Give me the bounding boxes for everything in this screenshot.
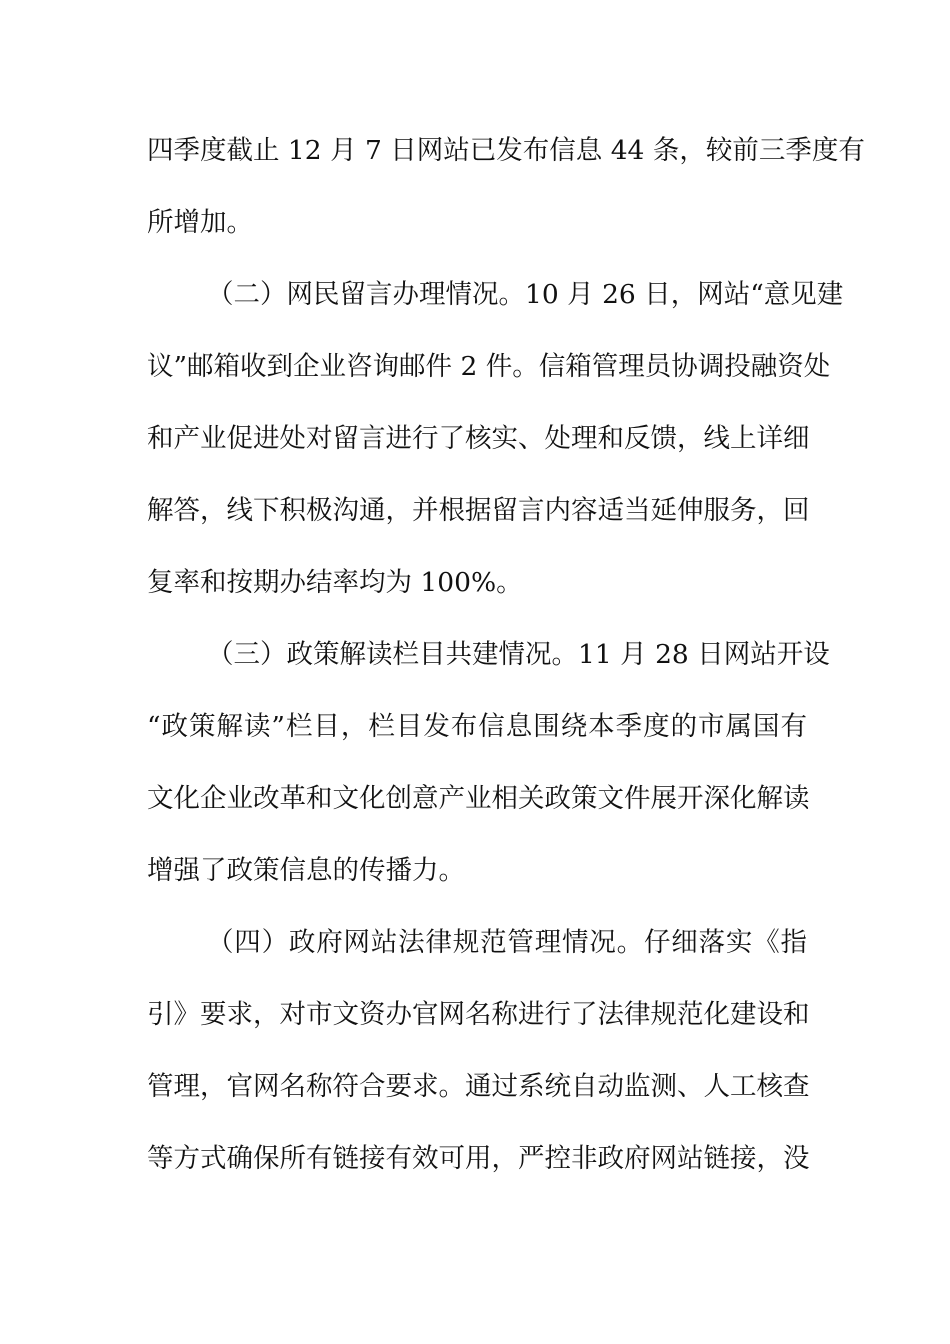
section-heading-line: （四）政府网站法律规范管理情况。仔细落实《指	[207, 927, 807, 958]
text-line: 管理，官网名称符合要求。通过系统自动监测、人工核查	[147, 1071, 810, 1102]
text-line: 四季度截止 12 月 7 日网站已发布信息 44 条，较前三季度有	[147, 135, 865, 166]
text-line: 解答，线下积极沟通，并根据留言内容适当延伸服务，回	[147, 495, 810, 526]
text-line: 和产业促进处对留言进行了核实、处理和反馈，线上详细	[147, 423, 810, 454]
text-line: 引》要求，对市文资办官网名称进行了法律规范化建设和	[147, 999, 810, 1030]
section-heading-line: （二）网民留言办理情况。10 月 26 日，网站“意见建	[207, 279, 844, 310]
text-line: 议”邮箱收到企业咨询邮件 2 件。信箱管理员协调投融资处	[147, 351, 831, 382]
text-line: 增强了政策信息的传播力。	[147, 855, 465, 886]
text-line: 所增加。	[147, 207, 253, 238]
section-heading-line: （三）政策解读栏目共建情况。11 月 28 日网站开设	[207, 639, 830, 670]
text-line: 复率和按期办结率均为 100%。	[147, 567, 523, 598]
text-line: “政策解读”栏目，栏目发布信息围绕本季度的市属国有	[147, 711, 807, 742]
text-line: 等方式确保所有链接有效可用，严控非政府网站链接，没	[147, 1143, 810, 1174]
text-line: 文化企业改革和文化创意产业相关政策文件展开深化解读	[147, 783, 810, 814]
